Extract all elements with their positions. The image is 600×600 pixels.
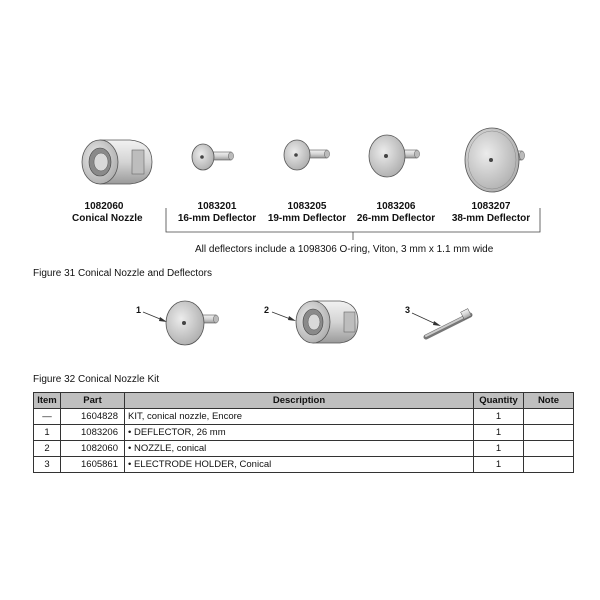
kit-parts-table bbox=[33, 392, 574, 473]
part-label-deflector-16mm: 1083201 16-mm Deflector bbox=[177, 201, 257, 224]
header-item: Item bbox=[34, 393, 61, 409]
deflector-19mm-illustration bbox=[284, 140, 330, 170]
cell-item: 2 bbox=[34, 441, 61, 457]
cell-item: 3 bbox=[34, 457, 61, 473]
table-row bbox=[34, 457, 574, 473]
header-description: Description bbox=[125, 393, 474, 409]
deflector-16mm-illustration bbox=[192, 144, 234, 170]
figure32-illustration bbox=[0, 290, 600, 360]
cell-part: 1083206 bbox=[61, 425, 125, 441]
cell-description: • DEFLECTOR, 26 mm bbox=[125, 425, 474, 441]
cell-note bbox=[524, 425, 574, 441]
cell-note bbox=[524, 409, 574, 425]
cell-quantity: 1 bbox=[474, 425, 524, 441]
part-label-deflector-26mm: 1083206 26-mm Deflector bbox=[356, 201, 436, 224]
cell-part: 1082060 bbox=[61, 441, 125, 457]
callout-1: 1 bbox=[136, 305, 142, 315]
part-label-conical-nozzle: 1082060 Conical Nozzle bbox=[72, 201, 143, 224]
cell-description: KIT, conical nozzle, Encore bbox=[125, 409, 474, 425]
table-header-row bbox=[34, 393, 574, 409]
deflector-oring-note: All deflectors include a 1098306 O-ring, Viton, 3 mm x 1.1 mm wide bbox=[195, 244, 494, 255]
conical-nozzle-illustration bbox=[82, 140, 152, 184]
cell-description: • ELECTRODE HOLDER, Conical bbox=[125, 457, 474, 473]
header-quantity: Quantity bbox=[474, 393, 524, 409]
cell-note bbox=[524, 441, 574, 457]
cell-part: 1604828 bbox=[61, 409, 125, 425]
header-part: Part bbox=[61, 393, 125, 409]
cell-note bbox=[524, 457, 574, 473]
cell-item: — bbox=[34, 409, 61, 425]
callout-2: 2 bbox=[264, 305, 270, 315]
deflector-38mm-illustration bbox=[465, 128, 525, 192]
part-label-deflector-19mm: 1083205 19-mm Deflector bbox=[267, 201, 347, 224]
kit-deflector-illustration bbox=[166, 301, 219, 345]
cell-description: • NOZZLE, conical bbox=[125, 441, 474, 457]
cell-quantity: 1 bbox=[474, 441, 524, 457]
table-row bbox=[34, 425, 574, 441]
cell-part: 1605861 bbox=[61, 457, 125, 473]
callout-3: 3 bbox=[405, 305, 411, 315]
table-row bbox=[34, 441, 574, 457]
figure31-caption: Figure 31 Conical Nozzle and Deflectors bbox=[33, 268, 212, 279]
cell-quantity: 1 bbox=[474, 409, 524, 425]
table-row bbox=[34, 409, 574, 425]
cell-item: 1 bbox=[34, 425, 61, 441]
cell-quantity: 1 bbox=[474, 457, 524, 473]
part-label-deflector-38mm: 1083207 38-mm Deflector bbox=[451, 201, 531, 224]
figure32-caption: Figure 32 Conical Nozzle Kit bbox=[33, 374, 160, 385]
deflector-26mm-illustration bbox=[369, 135, 420, 177]
header-note: Note bbox=[524, 393, 574, 409]
kit-nozzle-illustration bbox=[296, 301, 358, 343]
